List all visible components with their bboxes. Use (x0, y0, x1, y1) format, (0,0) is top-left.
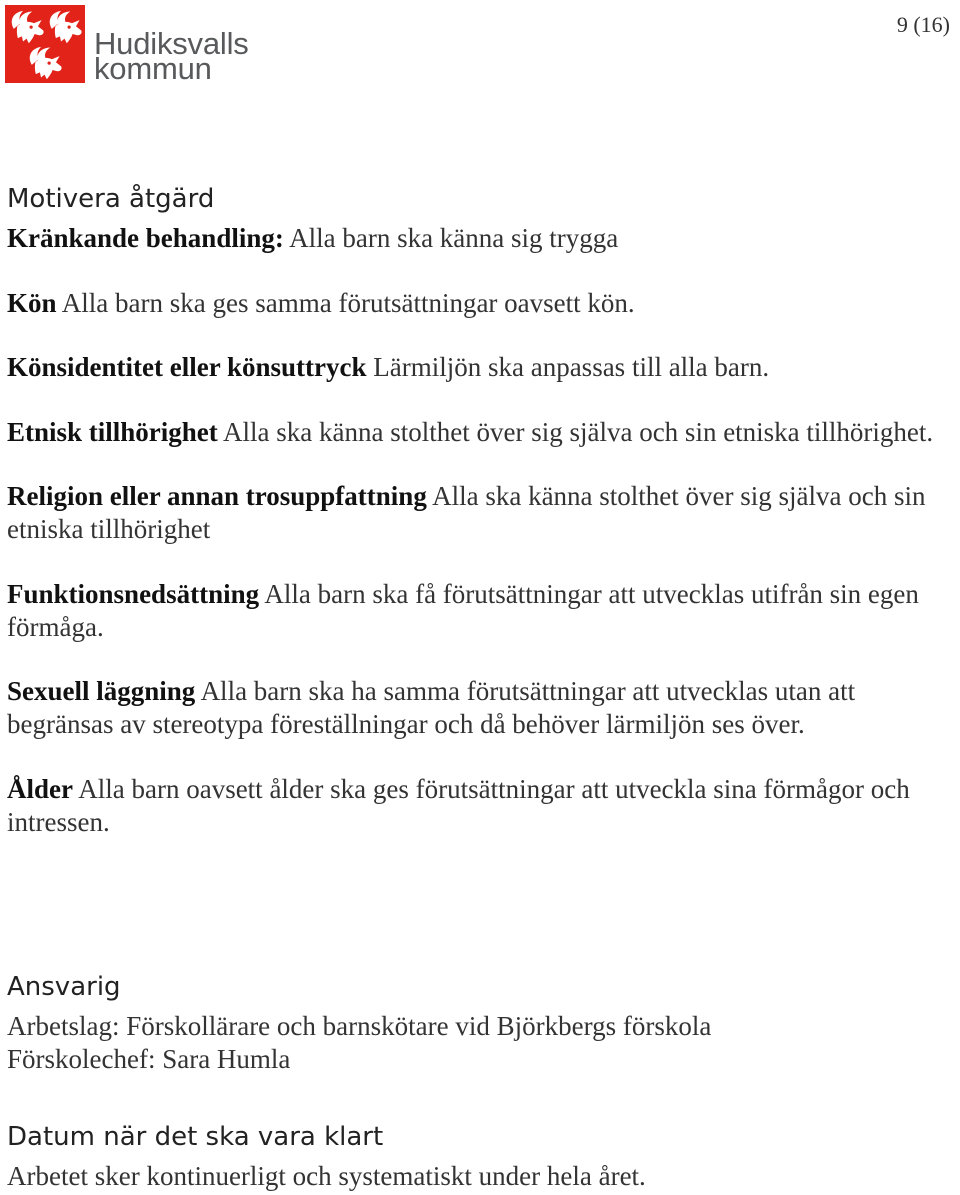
item-label: Kränkande behandling: (7, 223, 284, 253)
item-label: Etnisk tillhörighet (7, 416, 218, 447)
item-line (7, 222, 933, 255)
responsible-section (7, 968, 711, 1076)
logo-line-1: Hudiksvalls (94, 26, 249, 61)
item-text: Lärmiljön ska anpassas till alla barn. (373, 352, 770, 382)
section-heading: Datum när det ska vara klart (7, 1122, 384, 1152)
motivation-item (7, 287, 933, 320)
section-heading: Motivera åtgärd (7, 184, 215, 214)
item-text: Alla barn ska få förutsättningar att utvecklas utifrån sin egen (264, 578, 919, 609)
section-heading: Ansvarig (7, 972, 121, 1002)
item-label: Religion eller annan trosuppfattning (7, 481, 427, 511)
item-label: Sexuell läggning (7, 676, 196, 706)
responsible-team: Arbetslag: Förskollärare och barnskötare vid Björkbergs förskola (7, 1011, 712, 1041)
motivation-item (7, 675, 933, 741)
item-text: Alla ska känna stolthet över sig själva och sin (432, 481, 926, 511)
item-text: Alla ska känna stolthet över sig själva och sin etniska tillhörighet. (223, 416, 934, 447)
item-line (7, 578, 933, 611)
item-label: Ålder (7, 773, 73, 804)
item-line (7, 416, 933, 449)
item-text-continued: intressen. (7, 806, 110, 837)
logo-line-2: kommun (94, 51, 212, 86)
logo-wordmark (94, 26, 249, 86)
item-line (7, 773, 933, 806)
item-line (7, 480, 933, 513)
motivation-item (7, 351, 933, 384)
item-text-continued: etniska tillhörighet (7, 514, 211, 544)
item-line (7, 675, 933, 708)
responsible-manager: Förskolechef: Sara Humla (7, 1044, 291, 1074)
item-text: Alla barn ska ha samma förutsättningar att utvecklas utan att (200, 676, 856, 706)
item-line (7, 351, 933, 384)
page-number: 9 (16) (896, 12, 950, 37)
item-label: Funktionsnedsättning (7, 578, 260, 609)
item-text-continued: förmåga. (7, 611, 104, 642)
deadline-section (7, 1118, 646, 1193)
motivation-item (7, 773, 933, 839)
item-line (7, 287, 933, 320)
logo-emblem (5, 5, 85, 83)
item-label: Kön (7, 287, 57, 318)
motivation-section (7, 180, 933, 839)
item-text: Alla barn oavsett ålder ska ges förutsättningar att utveckla sina förmågor och (78, 773, 910, 804)
motivation-item (7, 578, 933, 644)
item-text: Alla barn ska ges samma förutsättningar oavsett kön. (61, 287, 635, 318)
motivation-item (7, 480, 933, 546)
item-label: Könsidentitet eller könsuttryck (7, 352, 367, 382)
item-text: Alla barn ska känna sig trygga (289, 223, 619, 253)
motivation-item (7, 416, 933, 449)
motivation-item (7, 222, 933, 255)
deadline-text: Arbetet sker kontinuerligt och systematiskt under hela året. (7, 1161, 646, 1191)
item-text-continued: begränsas av stereotypa föreställningar och då behöver lärmiljön ses över. (7, 709, 805, 739)
